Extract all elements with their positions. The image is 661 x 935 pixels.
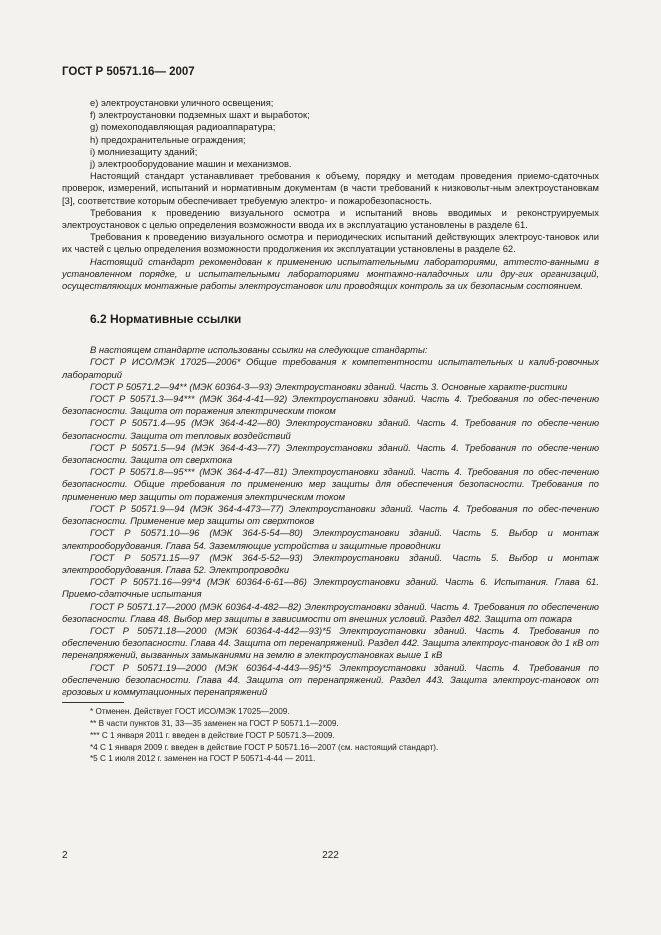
reference-item: В настоящем стандарте использованы ссылки на следующие стандарты:: [90, 344, 428, 356]
scope-paragraph: Требования к проведению визуального осмотра и периодических испытаний действующих электроус-тановок или их частей с целью определения возможности продолжения их эксплуатации установлены в разделе 62.: [62, 231, 599, 255]
recommendation-paragraph: Настоящий стандарт рекомендован к применению испытательными лабораториями, аттесто-ванными в установленном порядке, и испытательными лабораториями монтажно-наладочных или дру-гих организаций, осуществляющих монтажные работы электроустановок или проводящих контроль за их безопасным состоянием.: [62, 255, 599, 292]
scope-paragraph: Настоящий стандарт устанавливает требования к объему, порядку и методам проведения приемо-сдаточных проверок, измерений, испытаний и нормативным документам (в части требований к низковольт-ным электроустановкам [3], соответствие которым обеспечивает требуемую электро- и пожаробезопасность.: [62, 170, 599, 206]
reference-item: ГОСТ Р 50571.10—96 (МЭК 364-5-54—80) Электроустановки зданий. Часть 5. Выбор и монтаж электрооборудования. Глава 54. Заземляющие устройства и защитные проводники: [62, 527, 599, 551]
footnote: *** С 1 января 2011 г. введен в действие ГОСТ Р 50571.3—2009.: [90, 730, 335, 740]
reference-item: ГОСТ Р 50571.2—94** (МЭК 60364-3—93) Электроустановки зданий. Часть 3. Основные характе-ристики: [90, 380, 568, 392]
document-body: [62, 97, 599, 765]
footnote: * Отменен. Действует ГОСТ ИСО/МЭК 17025—2009.: [90, 707, 290, 717]
reference-item: ГОСТ Р 50571.18—2000 (МЭК 60364-4-442—93)*5 Электроустановки зданий. Часть 4. Требования по обеспечению безопасности. Глава 44. Защита от перенапряжений. Раздел 442. Защита электроус-тановок до 1 кВ от перенапряжений, вызванных замыканиями на землю в электроустановках выше 1 кВ: [62, 624, 599, 661]
reference-item: ГОСТ Р 50571.15—97 (МЭК 364-5-52—93) Электроустановки зданий. Часть 5. Выбор и монтаж электрооборудования. Глава 52. Электропроводки: [62, 551, 599, 575]
list-item: i) молниезащиту зданий;: [90, 145, 198, 157]
reference-item: ГОСТ Р ИСО/МЭК 17025—2006* Общие требования к компетентности испытательных и калиб-ровочных лабораторий: [62, 356, 599, 380]
scope-paragraph: Требования к проведению визуального осмотра и испытаний вновь вводимых и реконструируемых электроустановок с целью определения возможности ввода их в эксплуатацию установлены в разделе 61.: [62, 206, 599, 231]
reference-item: ГОСТ Р 50571.19—2000 (МЭК 60364-4-443—95)*5 Электроустановки зданий. Часть 4. Требования по обеспечению безопасности. Глава 44. Защита от перенапряжений. Раздел 443. Защита электроус-тановок от грозовых и коммутационных перенапряжений: [62, 661, 599, 697]
reference-item: ГОСТ Р 50571.5—94 (МЭК 364-4-43—77) Электроустановки зданий. Часть 4. Требования по обеспе-чению безопасности. Защита от сверхтока: [62, 441, 599, 466]
list-item: j) электрооборудование машин и механизмов.: [90, 158, 292, 170]
list-item: е) электроустановки уличного освещения;: [90, 97, 274, 108]
footnote: *5 С 1 июля 2012 г. заменен на ГОСТ Р 50571-4-44 — 2011.: [90, 754, 316, 764]
footnote-divider: [62, 702, 124, 703]
reference-item: ГОСТ Р 50571.16—99*4 (МЭК 60364-6-61—86) Электроустановки зданий. Часть 6. Испытания. Глава 61. Приемо-сдаточные испытания: [62, 576, 599, 600]
reference-item: ГОСТ Р 50571.4—95 (МЭК 364-4-42—80) Электроустановки зданий. Часть 4. Требования по обеспе-чению безопасности. Защита от тепловых воздействий: [62, 417, 599, 441]
sheet-number: 222: [322, 850, 339, 861]
footnote: *4 С 1 января 2009 г. введен в действие ГОСТ Р 50571.16—2007 (см. настоящий стандарт).: [90, 742, 439, 752]
document-header: ГОСТ Р 50571.16— 2007: [62, 66, 195, 78]
section-title: 6.2 Нормативные ссылки: [90, 312, 242, 327]
list-item: h) предохранительные ограждения;: [90, 133, 246, 145]
list-item: g) помехоподавляющая радиоаппаратура;: [90, 121, 276, 133]
list-item: f) электроустановки подземных шахт и выработок;: [90, 109, 310, 121]
reference-item: ГОСТ Р 50571.3—94*** (МЭК 364-4-41—92) Электроустановки зданий. Часть 4. Требования по обес-печению безопасности. Защита от поражения электрическим током: [62, 393, 599, 417]
page-number: 2: [62, 850, 68, 861]
reference-item: ГОСТ Р 50571.9—94 (МЭК 364-4-473—77) Электроустановки зданий. Часть 4. Требования по обес-печению безопасности. Применение мер защиты от сверхтоков: [62, 502, 599, 527]
footnote: ** В части пунктов 31, 33—35 заменен на ГОСТ Р 50571.1—2009.: [90, 718, 339, 728]
reference-item: ГОСТ Р 50571.8—95*** (МЭК 364-4-47—81) Электроустановки зданий. Часть 4. Требования по обес-печению безопасности. Общие требования по применению мер защиты для обеспечения безопасности. Требования по применению мер защиты от поражения электрическим током: [62, 466, 599, 502]
reference-item: ГОСТ Р 50571.17—2000 (МЭК 60364-4-482—82) Электроустановки зданий. Часть 4. Требования по обеспечению безопасности. Глава 48. Выбор мер защиты в зависимости от внешних условий. Раздел 482. Защита от пожара: [62, 600, 599, 624]
